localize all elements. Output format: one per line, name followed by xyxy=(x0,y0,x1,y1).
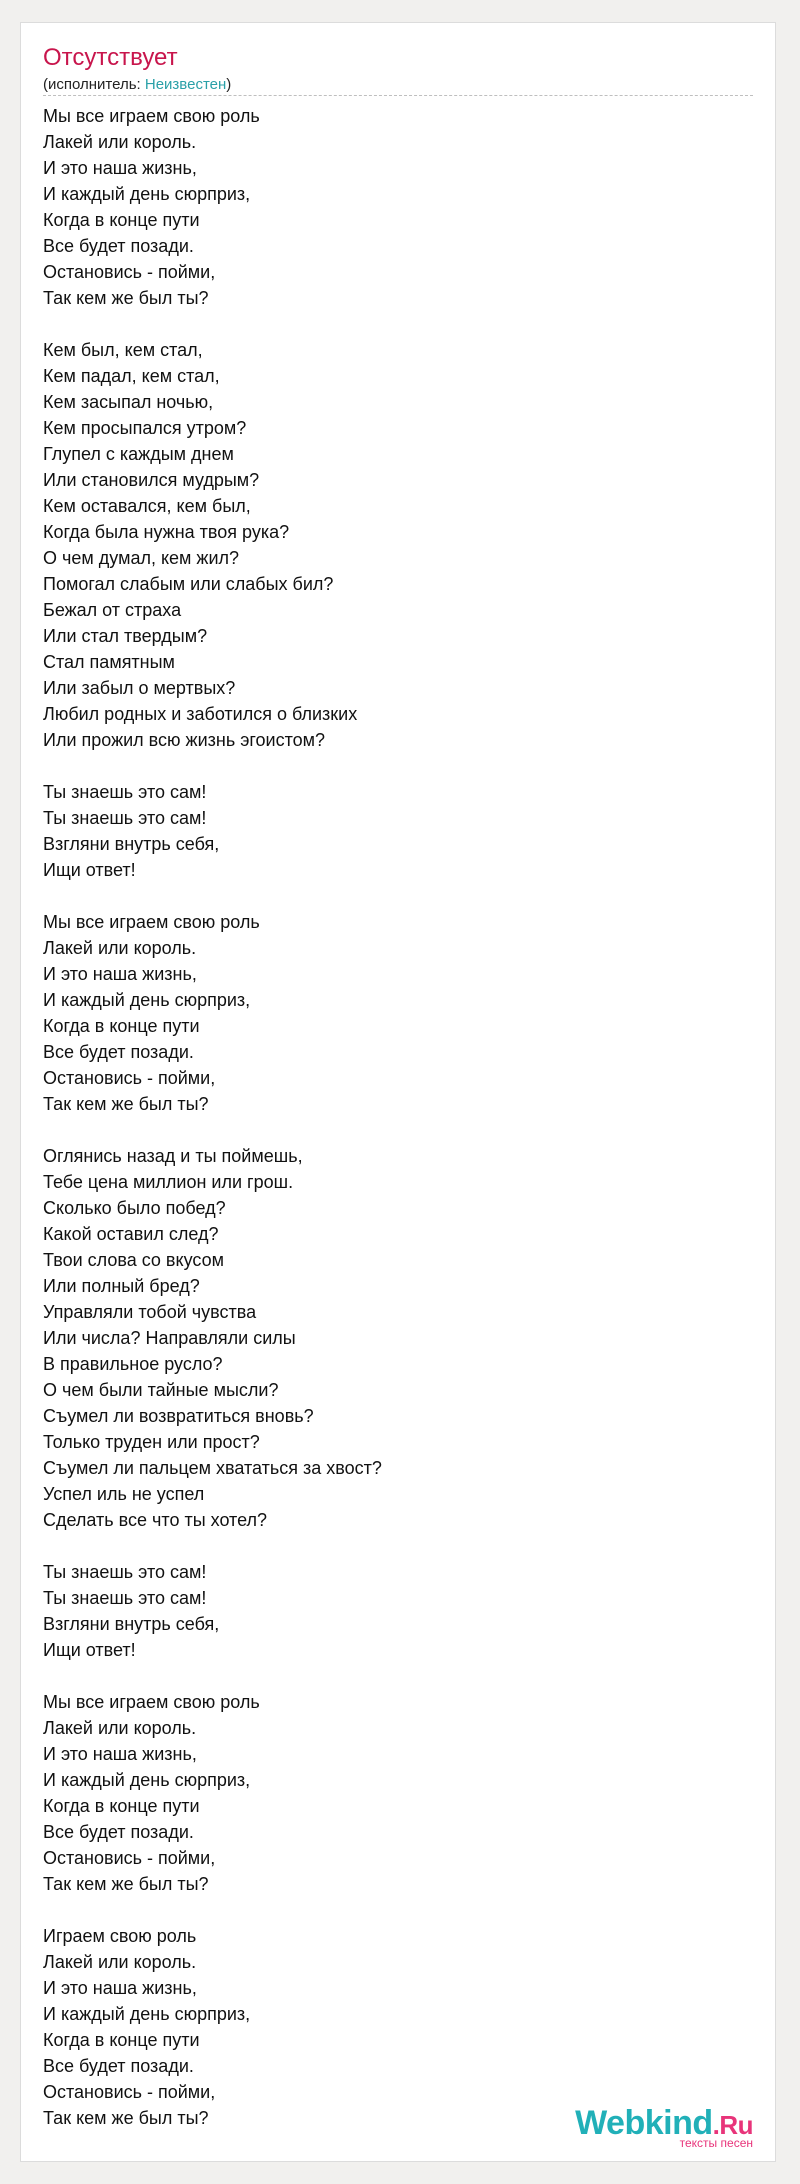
lyric-line: Кем засыпал ночью, xyxy=(43,392,214,412)
lyric-line: И это наша жизнь, xyxy=(43,1978,197,1998)
lyric-line: Все будет позади. xyxy=(43,1042,194,1062)
lyric-line: Сколько было побед? xyxy=(43,1198,226,1218)
lyric-line: Съумел ли пальцем хвататься за хвост? xyxy=(43,1458,382,1478)
lyric-line: Остановись - пойми, xyxy=(43,2082,216,2102)
lyric-line: Когда была нужна твоя рука? xyxy=(43,522,290,542)
stanza-break xyxy=(43,1533,382,1559)
lyric-line: Когда в конце пути xyxy=(43,1796,200,1816)
logo-name: Webkind xyxy=(575,2104,713,2142)
lyric-line: Так кем же был ты? xyxy=(43,2108,209,2128)
header-divider xyxy=(43,95,753,96)
stanza-break xyxy=(43,753,382,779)
artist-line xyxy=(43,75,231,95)
lyric-line: Или числа? Направляли силы xyxy=(43,1328,296,1348)
lyric-line: И это наша жизнь, xyxy=(43,158,197,178)
lyric-line: Ищи ответ! xyxy=(43,1640,136,1660)
lyric-line: Любил родных и заботился о близких xyxy=(43,704,358,724)
lyric-line: Когда в конце пути xyxy=(43,1016,200,1036)
lyric-line: Управляли тобой чувства xyxy=(43,1302,257,1322)
lyric-line: И каждый день сюрприз, xyxy=(43,2004,251,2024)
lyric-line: Все будет позади. xyxy=(43,2056,194,2076)
stanza-break xyxy=(43,883,382,909)
lyric-line: Или становился мудрым? xyxy=(43,470,260,490)
lyric-line: Ты знаешь это сам! xyxy=(43,1562,207,1582)
lyric-line: Остановись - пойми, xyxy=(43,1848,216,1868)
lyric-line: Остановись - пойми, xyxy=(43,1068,216,1088)
lyric-line: Взгляни внутрь себя, xyxy=(43,834,220,854)
stanza-break xyxy=(43,1117,382,1143)
lyric-line: Только труден или прост? xyxy=(43,1432,260,1452)
lyric-line: Кем просыпался утром? xyxy=(43,418,247,438)
logo-tagline: тексты песен xyxy=(679,2136,753,2150)
lyric-line: Ты знаешь это сам! xyxy=(43,1588,207,1608)
lyric-line: Остановись - пойми, xyxy=(43,262,216,282)
lyric-line: Лакей или король. xyxy=(43,1718,197,1738)
lyric-line: Сделать все что ты хотел? xyxy=(43,1510,268,1530)
lyric-line: Тебе цена миллион или грош. xyxy=(43,1172,294,1192)
lyric-line: Стал памятным xyxy=(43,652,175,672)
lyric-line: Когда в конце пути xyxy=(43,210,200,230)
artist-link[interactable]: Неизвестен xyxy=(144,76,227,93)
lyric-line: Твои слова со вкусом xyxy=(43,1250,224,1270)
lyric-line: И каждый день сюрприз, xyxy=(43,990,251,1010)
lyric-line: Или прожил всю жизнь эгоистом? xyxy=(43,730,326,750)
lyric-line: Так кем же был ты? xyxy=(43,1094,209,1114)
lyric-line: И это наша жизнь, xyxy=(43,964,197,984)
lyric-line: Глупел с каждым днем xyxy=(43,444,234,464)
lyric-line: Все будет позади. xyxy=(43,1822,194,1842)
lyric-line: Ищи ответ! xyxy=(43,860,136,880)
lyric-line: Так кем же был ты? xyxy=(43,288,209,308)
lyric-line: Кем оставался, кем был, xyxy=(43,496,251,516)
lyric-line: Мы все играем свою роль xyxy=(43,106,260,126)
lyric-line: Все будет позади. xyxy=(43,236,194,256)
lyric-line: О чем были тайные мысли? xyxy=(43,1380,279,1400)
lyric-line: И каждый день сюрприз, xyxy=(43,1770,251,1790)
lyric-line: Лакей или король. xyxy=(43,938,197,958)
lyric-line: Или стал твердым? xyxy=(43,626,208,646)
lyrics-card xyxy=(20,22,776,2162)
lyric-line: Или забыл о мертвых? xyxy=(43,678,236,698)
lyric-line: О чем думал, кем жил? xyxy=(43,548,240,568)
lyric-line: Бежал от страха xyxy=(43,600,182,620)
lyric-line: Мы все играем свою роль xyxy=(43,912,260,932)
lyric-line: Ты знаешь это сам! xyxy=(43,808,207,828)
lyric-line: В правильное русло? xyxy=(43,1354,223,1374)
lyrics-text xyxy=(43,103,382,2131)
lyric-line: Так кем же был ты? xyxy=(43,1874,209,1894)
song-title: Отсутствует xyxy=(43,44,178,71)
lyric-line: Съумел ли возвратиться вновь? xyxy=(43,1406,314,1426)
lyric-line: Когда в конце пути xyxy=(43,2030,200,2050)
lyric-line: Оглянись назад и ты поймешь, xyxy=(43,1146,303,1166)
lyric-line: Или полный бред? xyxy=(43,1276,200,1296)
lyric-line: Кем падал, кем стал, xyxy=(43,366,220,386)
lyric-line: Какой оставил след? xyxy=(43,1224,219,1244)
lyric-line: Взгляни внутрь себя, xyxy=(43,1614,220,1634)
site-logo[interactable] xyxy=(575,2105,753,2149)
stanza-break xyxy=(43,1897,382,1923)
lyric-line: И каждый день сюрприз, xyxy=(43,184,251,204)
lyric-line: Лакей или король. xyxy=(43,1952,197,1972)
lyric-line: И это наша жизнь, xyxy=(43,1744,197,1764)
lyric-line: Помогал слабым или слабых бил? xyxy=(43,574,334,594)
lyric-line: Мы все играем свою роль xyxy=(43,1692,260,1712)
lyric-line: Играем свою роль xyxy=(43,1926,197,1946)
stanza-break xyxy=(43,1663,382,1689)
artist-suffix: ) xyxy=(226,76,232,93)
logo-tld: .Ru xyxy=(712,2110,753,2140)
lyric-line: Кем был, кем стал, xyxy=(43,340,203,360)
lyric-line: Ты знаешь это сам! xyxy=(43,782,207,802)
lyric-line: Успел иль не успел xyxy=(43,1484,205,1504)
stanza-break xyxy=(43,311,382,337)
artist-prefix: (исполнитель: xyxy=(43,76,145,93)
lyric-line: Лакей или король. xyxy=(43,132,197,152)
